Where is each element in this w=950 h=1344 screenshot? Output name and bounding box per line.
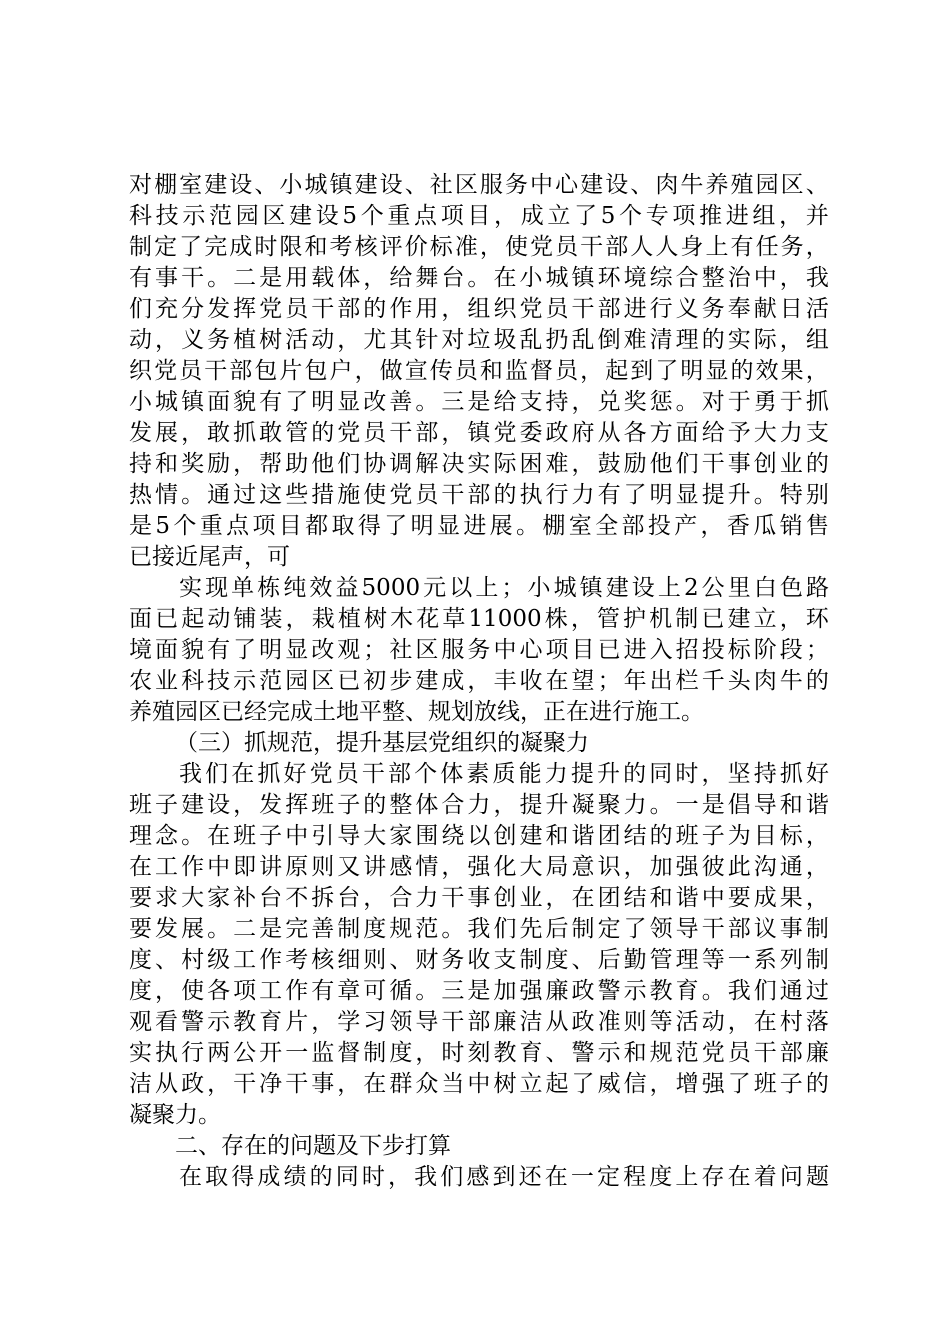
section-heading: 二、存在的问题及下步打算 — [175, 1133, 451, 1159]
text-line: 我 们 在 抓 好 党 员 干 部 个 体 素 质 能 力 提 升 的 同 时 ， 坚 持 抓 好 — [179, 761, 829, 787]
text-line: 养殖园区已经完成土地平整、规划放线，正在进行施工。 — [129, 699, 704, 725]
text-line: 理 念 。 在 班 子 中 引 导 大 家 围 绕 以 创 建 和 谐 团 结 的 班 子 为 目 标 ， — [129, 823, 829, 849]
text-line: 凝聚力。 — [129, 1102, 221, 1128]
text-line: 制 定 了 完 成 时 限 和 考 核 评 价 标 准 ， 使 党 员 干 部 人 人 身 上 有 任 务 ， — [129, 234, 829, 260]
text-line: 度 ， 使 各 项 工 作 有 章 可 循 。 三 是 加 强 廉 政 警 示 教 育 。 我 们 通 过 — [129, 978, 829, 1004]
text-line: 境 面 貌 有 了 明 显 改 观 ； 社 区 服 务 中 心 项 目 已 进 入 招 投 标 阶 段 ； — [129, 637, 829, 663]
text-line: 实 现 单 栋 纯 效 益 5000 元 以 上 ； 小 城 镇 建 设 上 2 公 里 白 色 路 — [179, 575, 829, 601]
text-line: 面 已 起 动 铺 装 ， 栽 植 树 木 花 草 11000 株 ， 管 护 机 制 已 建 立 ， 环 — [129, 606, 829, 632]
text-line: 有 事 干 。 二 是 用 载 体 ， 给 舞 台 。 在 小 城 镇 环 境 综 合 整 治 中 ， 我 — [129, 265, 829, 291]
text-line: 是 5 个 重 点 项 目 都 取 得 了 明 显 进 展 。 棚 室 全 部 投 产 ， 香 瓜 销 售 — [129, 513, 829, 539]
text-line: 热 情 。 通 过 这 些 措 施 使 党 员 干 部 的 执 行 力 有 了 明 显 提 升 。 特 别 — [129, 482, 829, 508]
text-line: 要 求 大 家 补 台 不 拆 台 ， 合 力 干 事 创 业 ， 在 团 结 和 谐 中 要 成 果 ， — [129, 885, 829, 911]
text-line: 动 ， 义 务 植 树 活 动 ， 尤 其 针 对 垃 圾 乱 扔 乱 倒 难 清 理 的 实 际 ， 组 — [129, 327, 829, 353]
text-line: 要 发 展 。 二 是 完 善 制 度 规 范 。 我 们 先 后 制 定 了 领 导 干 部 议 事 制 — [129, 916, 829, 942]
text-line: 持 和 奖 励 ， 帮 助 他 们 协 调 解 决 实 际 困 难 ， 鼓 励 他 们 干 事 创 业 的 — [129, 451, 829, 477]
text-line: 对 棚 室 建 设 、 小 城 镇 建 设 、 社 区 服 务 中 心 建 设 、 肉 牛 养 殖 园 区 、 — [129, 172, 829, 198]
section-heading: （三）抓规范，提升基层党组织的凝聚力 — [175, 730, 589, 756]
text-line: 们 充 分 发 挥 党 员 干 部 的 作 用 ， 组 织 党 员 干 部 进 行 义 务 奉 献 日 活 — [129, 296, 829, 322]
text-line: 发 展 ， 敢 抓 敢 管 的 党 员 干 部 ， 镇 党 委 政 府 从 各 方 面 给 予 大 力 支 — [129, 420, 829, 446]
text-line: 在 取 得 成 绩 的 同 时 ， 我 们 感 到 还 在 一 定 程 度 上 存 在 着 问 题 — [179, 1164, 829, 1190]
text-line: 织 党 员 干 部 包 片 包 户 ， 做 宣 传 员 和 监 督 员 ， 起 到 了 明 显 的 效 果 ， — [129, 358, 829, 384]
text-line: 在 工 作 中 即 讲 原 则 又 讲 感 情 ， 强 化 大 局 意 识 ， 加 强 彼 此 沟 通 ， — [129, 854, 829, 880]
text-line: 科 技 示 范 园 区 建 设 5 个 重 点 项 目 ， 成 立 了 5 个 专 项 推 进 组 ， 并 — [129, 203, 829, 229]
text-line: 实 执 行 两 公 开 一 监 督 制 度 ， 时 刻 教 育 、 警 示 和 规 范 党 员 干 部 廉 — [129, 1040, 829, 1066]
text-line: 度 、 村 级 工 作 考 核 细 则 、 财 务 收 支 制 度 、 后 勤 管 理 等 一 系 列 制 — [129, 947, 829, 973]
text-line: 班 子 建 设 ， 发 挥 班 子 的 整 体 合 力 ， 提 升 凝 聚 力 。 一 是 倡 导 和 谐 — [129, 792, 829, 818]
text-line: 小 城 镇 面 貌 有 了 明 显 改 善 。 三 是 给 支 持 ， 兑 奖 惩 。 对 于 勇 于 抓 — [129, 389, 829, 415]
text-line: 观 看 警 示 教 育 片 ， 学 习 领 导 干 部 廉 洁 从 政 准 则 等 活 动 ， 在 村 落 — [129, 1009, 829, 1035]
text-line: 已接近尾声，可 — [129, 544, 290, 570]
text-line: 洁 从 政 ， 干 净 干 事 ， 在 群 众 当 中 树 立 起 了 威 信 ， 增 强 了 班 子 的 — [129, 1071, 829, 1097]
text-line: 农 业 科 技 示 范 园 区 已 初 步 建 成 ， 丰 收 在 望 ； 年 出 栏 千 头 肉 牛 的 — [129, 668, 829, 694]
document-page — [129, 170, 829, 1193]
